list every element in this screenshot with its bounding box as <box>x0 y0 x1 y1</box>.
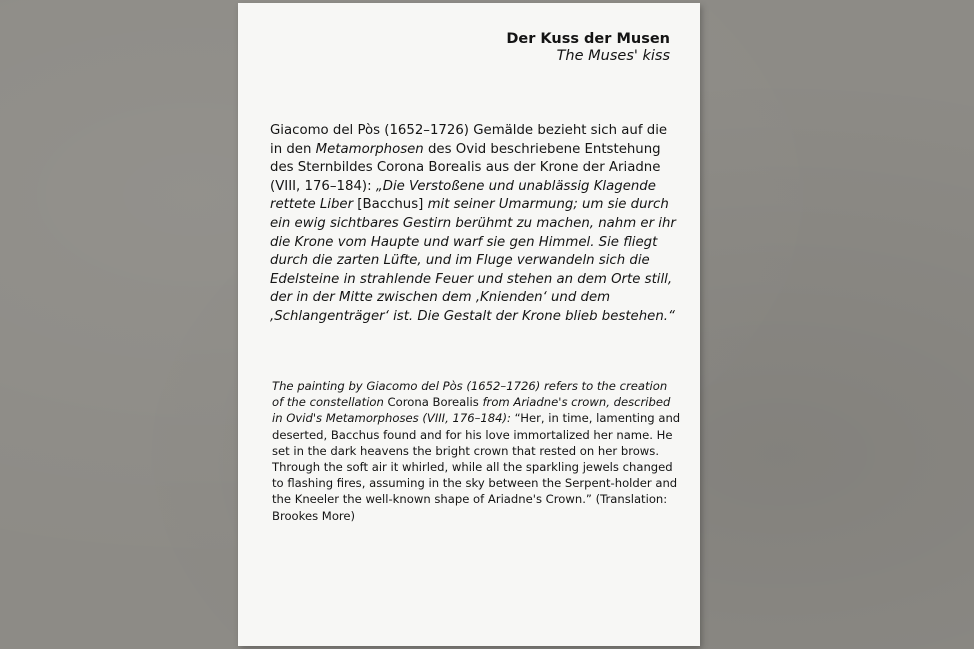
english-text-italic-part: The painting by Giacomo del Pòs (1652–1726) refers to the creation of the constellation <box>272 379 668 410</box>
english-text-part: Corona Borealis <box>383 395 483 410</box>
german-quote-part: mit seiner Umarmung; um sie durch ein ewig sichtbares Gestirn berühmt zu machen, nahm er ihr die Krone vom Haupte und warf sie gen Himmel. Sie fliegt durch die zarten Lüfte, und im Fluge verwandeln sich die Edelsteine in strahlende Feuer und stehen an dem Orte still, der in der Mitte zwischen dem ‚Knienden‘ und dem ‚Schlangenträger‘ ist. Die Gestalt der Krone blieb bestehen.“ <box>270 197 676 324</box>
english-description <box>272 378 682 524</box>
german-description <box>270 122 680 327</box>
german-quote-part: „Die Verstoßene und unablässig Klagende rettete Liber <box>270 178 656 213</box>
label-title-block <box>506 31 670 65</box>
german-text-part: des Ovid beschriebene Entstehung des Sternbildes Corona Borealis aus der Krone der Ariadne (VIII, 176–184): <box>270 141 661 194</box>
german-text-part: [Bacchus] <box>353 197 428 213</box>
english-quote: “Her, in time, lamenting and deserted, Bacchus found and for his love immortalized her name. He set in the dark heavens the bright crown that rested on her brows. Through the soft air it whirled, while all the sparkling jewels changed to flashing fires, assuming in the sky between the Serpent-holder and the Kneeler the well-known shape of Ariadne's Crown.” (Translation: Brookes More) <box>272 411 681 523</box>
title-english: The Muses' kiss <box>556 48 670 64</box>
english-text-italic-part: from Ariadne's crown, described in Ovid's Metamorphoses (VIII, 176–184): <box>272 395 671 426</box>
museum-label-card <box>238 3 700 646</box>
german-text-italic-part: Metamorphosen <box>315 141 424 157</box>
german-text-part: Giacomo del Pòs (1652–1726) Gemälde bezieht sich auf die in den <box>270 123 668 157</box>
title-german: Der Kuss der Musen <box>506 31 670 47</box>
